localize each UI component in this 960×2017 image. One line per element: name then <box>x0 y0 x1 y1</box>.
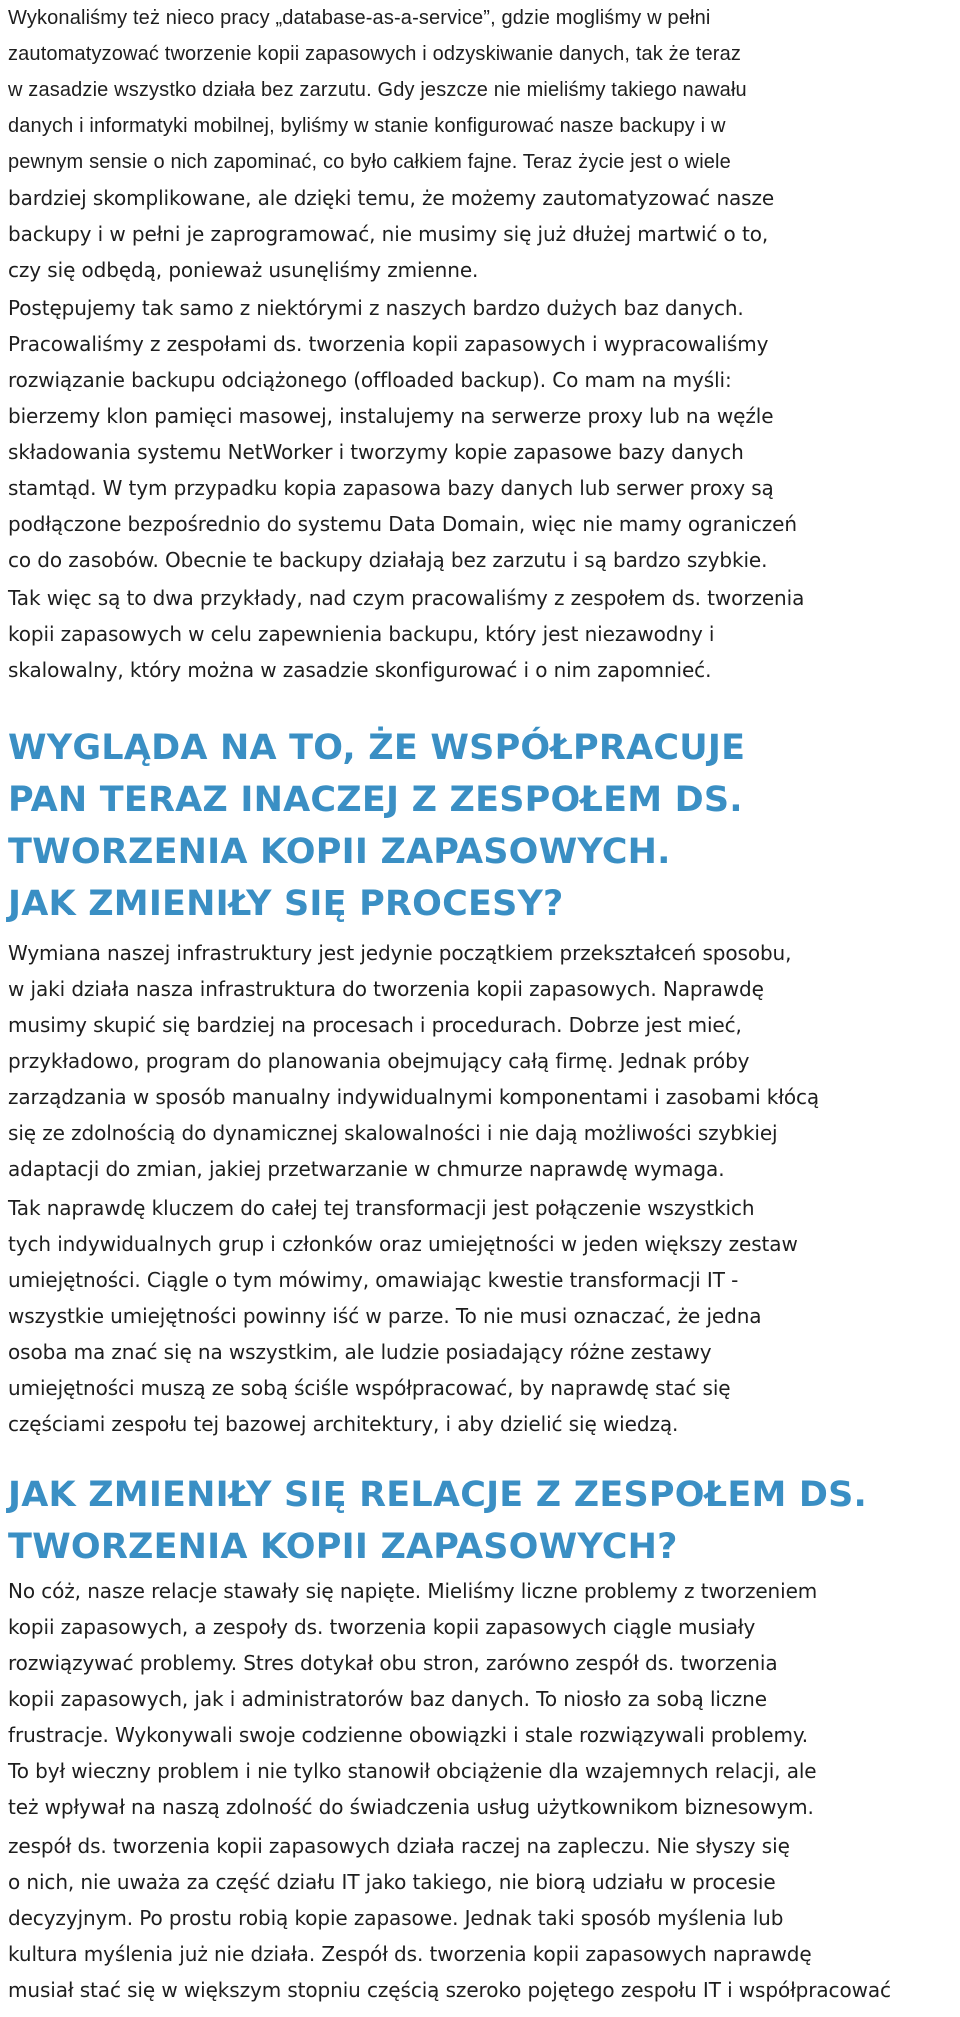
text-line: Wykonaliśmy też nieco pracy „database-as-a-service”, gdzie mogliśmy w pełni <box>8 7 711 29</box>
text-line: zarządzania w sposób manualny indywidualnymi komponentami i zasobami kłócą <box>8 1085 820 1109</box>
paragraph-tense-relations <box>8 1573 817 1825</box>
text-line: się ze zdolnością do dynamicznej skalowalności i nie dają możliwości szybkiej <box>8 1121 778 1145</box>
text-line: Tak naprawdę kluczem do całej tej transformacji jest połączenie wszystkich <box>8 1196 755 1220</box>
text-line: co do zasobów. Obecnie te backupy działają bez zarzutu i są bardzo szybkie. <box>8 548 768 572</box>
text-line: o nich, nie uważa za część działu IT jako takiego, nie biorą udziału w procesie <box>8 1870 776 1894</box>
text-line: wszystkie umiejętności powinny iść w parze. To nie musi oznaczać, że jedna <box>8 1304 762 1328</box>
text-line: stamtąd. W tym przypadku kopia zapasowa bazy danych lub serwer proxy są <box>8 476 774 500</box>
paragraph-infrastructure-change <box>8 935 819 1187</box>
text-line: w jaki działa nasza infrastruktura do tworzenia kopii zapasowych. Naprawdę <box>8 977 764 1001</box>
text-line: Pracowaliśmy z zespołami ds. tworzenia kopii zapasowych i wypracowaliśmy <box>8 332 769 356</box>
text-line: bierzemy klon pamięci masowej, instalujemy na serwerze proxy lub na węźle <box>8 404 774 428</box>
text-line: adaptacji do zmian, jakiej przetwarzanie w chmurze naprawdę wymaga. <box>8 1157 725 1181</box>
text-line: kopii zapasowych, a zespoły ds. tworzenia kopii zapasowych ciągle musiały <box>8 1615 756 1639</box>
text-line: umiejętności. Ciągle o tym mówimy, omawiając kwestie transformacji IT - <box>8 1268 739 1292</box>
text-line: umiejętności muszą ze sobą ściśle współpracować, by naprawdę stać się <box>8 1376 731 1400</box>
section-heading-relations <box>8 1469 867 1573</box>
heading-line: PAN TERAZ INACZEJ Z ZESPOŁEM DS. <box>8 780 743 820</box>
text-line: zespół ds. tworzenia kopii zapasowych działa raczej na zapleczu. Nie słyszy się <box>8 1834 790 1858</box>
text-line: podłączone bezpośrednio do systemu Data Domain, więc nie mamy ograniczeń <box>8 512 797 536</box>
text-line: przykładowo, program do planowania obejmujący całą firmę. Jednak próby <box>8 1049 750 1073</box>
heading-line: TWORZENIA KOPII ZAPASOWYCH? <box>8 1527 678 1567</box>
text-line: osoba ma znać się na wszystkim, ale ludzie posiadający różne zestawy <box>8 1340 712 1364</box>
section-heading-processes <box>8 722 745 930</box>
heading-line: WYGLĄDA NA TO, ŻE WSPÓŁPRACUJE <box>8 728 746 768</box>
paragraph-backup-team-role <box>8 1828 891 2008</box>
text-line: też wpływał na naszą zdolność do świadczenia usług użytkownikom biznesowym. <box>8 1795 814 1819</box>
heading-line: TWORZENIA KOPII ZAPASOWYCH. <box>8 832 671 872</box>
text-line: musiał stać się w większym stopniu częścią szeroko pojętego zespołu IT i współpracować <box>8 1978 891 2002</box>
text-line: skalowalny, który można w zasadzie skonfigurować i o nim zapomnieć. <box>8 658 712 682</box>
text-line: backupy i w pełni je zaprogramować, nie musimy się już dłużej martwić o to, <box>8 222 769 246</box>
text-line: danych i informatyki mobilnej, byliśmy w stanie konfigurować nasze backupy i w <box>8 115 726 137</box>
text-line: To był wieczny problem i nie tylko stanowił obciążenie dla wzajemnych relacji, ale <box>8 1759 817 1783</box>
text-line: rozwiązanie backupu odciążonego (offloaded backup). Co mam na myśli: <box>8 368 732 392</box>
paragraph-two-examples <box>8 580 804 688</box>
text-line: Tak więc są to dwa przykłady, nad czym pracowaliśmy z zespołem ds. tworzenia <box>8 586 805 610</box>
text-line: rozwiązywać problemy. Stres dotykał obu stron, zarówno zespół ds. tworzenia <box>8 1651 778 1675</box>
paragraph-database-as-a-service <box>8 0 774 288</box>
text-line: kultura myślenia już nie działa. Zespół ds. tworzenia kopii zapasowych naprawdę <box>8 1942 812 1966</box>
paragraph-skills-transformation <box>8 1190 798 1442</box>
text-line: tych indywidualnych grup i członków oraz umiejętności w jeden większy zestaw <box>8 1232 798 1256</box>
text-line: decyzyjnym. Po prostu robią kopie zapasowe. Jednak taki sposób myślenia lub <box>8 1906 784 1930</box>
text-line: zautomatyzować tworzenie kopii zapasowych i odzyskiwanie danych, tak że teraz <box>8 43 742 65</box>
text-line: pewnym sensie o nich zapominać, co było całkiem fajne. Teraz życie jest o wiele <box>8 151 731 173</box>
text-line: składowania systemu NetWorker i tworzymy kopie zapasowe bazy danych <box>8 440 744 464</box>
text-line: częściami zespołu tej bazowej architektury, i aby dzielić się wiedzą. <box>8 1412 679 1436</box>
text-line: No cóż, nasze relacje stawały się napięte. Mieliśmy liczne problemy z tworzeniem <box>8 1579 818 1603</box>
heading-line: JAK ZMIENIŁY SIĘ PROCESY? <box>8 884 564 924</box>
text-line: bardziej skomplikowane, ale dzięki temu, że możemy zautomatyzować nasze <box>8 186 775 210</box>
text-line: kopii zapasowych w celu zapewnienia backupu, który jest niezawodny i <box>8 622 715 646</box>
paragraph-offloaded-backup <box>8 290 797 578</box>
text-line: frustracje. Wykonywali swoje codzienne obowiązki i stale rozwiązywali problemy. <box>8 1723 809 1747</box>
text-line: czy się odbędą, ponieważ usunęliśmy zmienne. <box>8 258 479 282</box>
text-line: Postępujemy tak samo z niektórymi z naszych bardzo dużych baz danych. <box>8 296 744 320</box>
text-line: w zasadzie wszystko działa bez zarzutu. Gdy jeszcze nie mieliśmy takiego nawału <box>8 79 747 101</box>
text-line: Wymiana naszej infrastruktury jest jedynie początkiem przekształceń sposobu, <box>8 941 792 965</box>
heading-line: JAK ZMIENIŁY SIĘ RELACJE Z ZESPOŁEM DS. <box>8 1475 868 1515</box>
text-line: kopii zapasowych, jak i administratorów baz danych. To niosło za sobą liczne <box>8 1687 767 1711</box>
text-line: musimy skupić się bardziej na procesach i procedurach. Dobrze jest mieć, <box>8 1013 742 1037</box>
